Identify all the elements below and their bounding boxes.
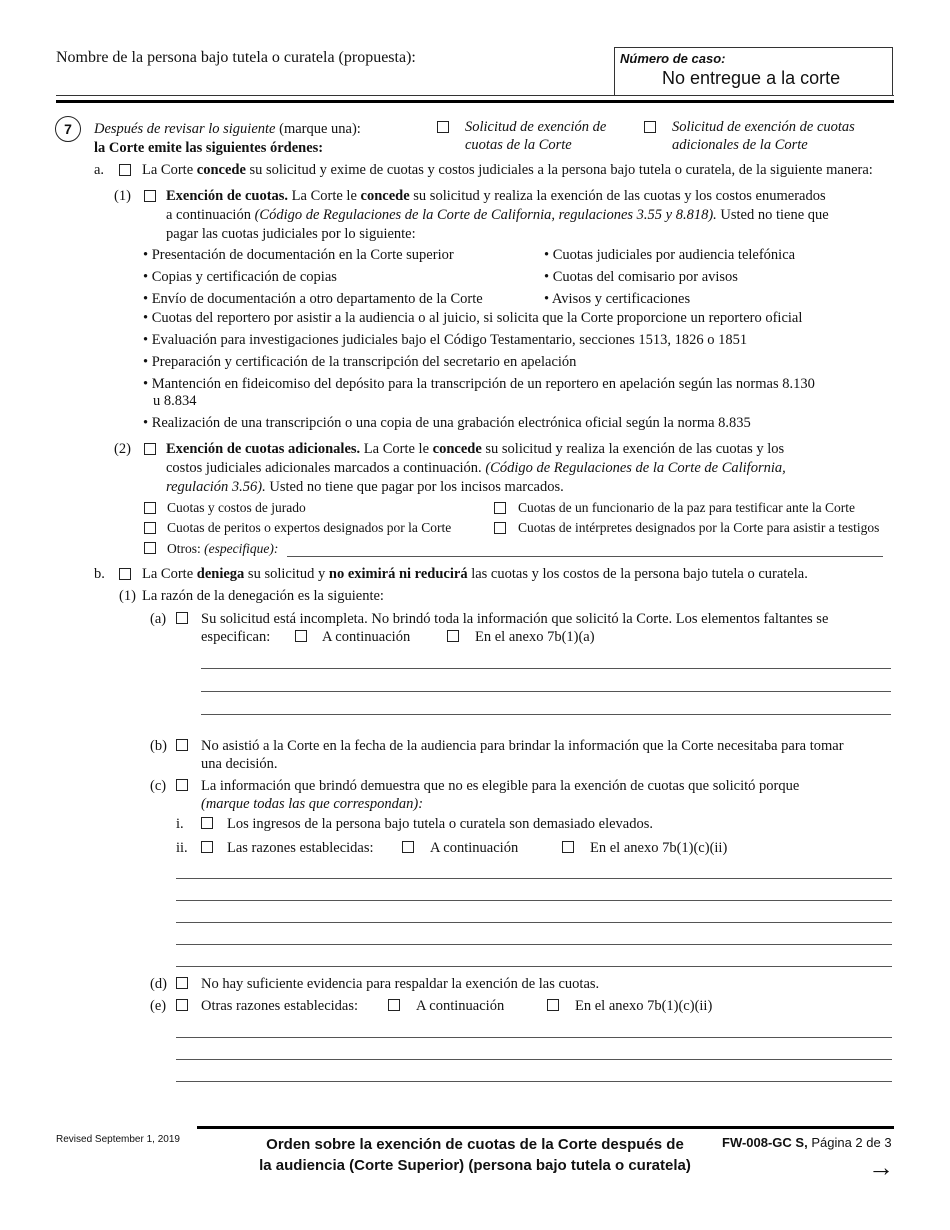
form-title: [240, 1134, 710, 1176]
bullet-left: • Presentación de documentación en la Corte superior: [143, 247, 454, 263]
bullet-full-cont: u 8.834: [153, 393, 197, 409]
interpreters-label: Cuotas de intérpretes designados por la Corte para asistir a testigos: [518, 520, 880, 535]
fee-waiver-checkbox[interactable]: [144, 190, 156, 202]
a1-t2: concede: [360, 188, 410, 204]
bullet-left: • Copias y certificación de copias: [143, 269, 337, 285]
re-answer-line[interactable]: [176, 1059, 892, 1060]
section-a-text: [142, 161, 873, 179]
item7-intro: [94, 120, 361, 138]
name-label: Nombre de la persona bajo tutela o curatela (propuesta):: [56, 49, 416, 66]
form-id: [722, 1134, 892, 1152]
ra-attachment-label: En el anexo 7b(1)(a): [475, 629, 595, 645]
a1-l2-tail: Usted no tiene que: [716, 207, 829, 223]
bullet-left: • Envío de documentación a otro departamento de la Corte: [143, 291, 483, 307]
grant-checkbox[interactable]: [119, 164, 131, 176]
a1-t3: su solicitud y realiza la exención de las cuotas y los costos enumerados: [409, 188, 826, 204]
incomplete-checkbox[interactable]: [176, 612, 188, 624]
bullet-full: • Mantención en fideicomiso del depósito para la transcripción de un reportero en apelación según las normas 8.130: [143, 376, 815, 392]
income-high-checkbox[interactable]: [201, 817, 213, 829]
other-fees-label: [167, 540, 278, 558]
a2-t2: concede: [432, 441, 482, 457]
a1-line2: [166, 206, 829, 224]
ra-answer-line[interactable]: [201, 714, 891, 715]
rc-attachment-label: En el anexo 7b(1)(c)(ii): [590, 840, 728, 856]
experts-checkbox[interactable]: [144, 522, 156, 534]
a1-l2-italic: (Código de Regulaciones de la Corte de California, regulaciones 3.55 y 8.818).: [254, 207, 717, 223]
a2-title: Exención de cuotas adicionales.: [166, 441, 361, 457]
item7-intro-italic: Después de revisar lo siguiente: [94, 121, 276, 137]
re-answer-line[interactable]: [176, 1081, 892, 1082]
rc-answer-line[interactable]: [176, 878, 892, 879]
section-a-t1: La Corte: [142, 162, 197, 178]
ra-attachment-checkbox[interactable]: [447, 630, 459, 642]
item7-orders: la Corte emite las siguientes órdenes:: [94, 140, 324, 156]
peace-officer-label: Cuotas de un funcionario de la paz para testificar ante la Corte: [518, 500, 855, 515]
b1-num: (1): [119, 588, 136, 604]
form-id-code: FW-008-GC S,: [722, 1135, 808, 1150]
a2-line2: [166, 459, 786, 477]
request-fee-waiver-checkbox[interactable]: [437, 121, 449, 133]
re-below-checkbox[interactable]: [388, 999, 400, 1011]
reasons-checkbox[interactable]: [201, 841, 213, 853]
revised-date: Revised September 1, 2019: [56, 1134, 180, 1145]
rc-line1: La información que brindó demuestra que no es elegible para la exención de cuotas que solicitó porque: [201, 778, 800, 794]
additional-waiver-checkbox[interactable]: [144, 443, 156, 455]
interpreters-checkbox[interactable]: [494, 522, 506, 534]
a2-num: (2): [114, 441, 131, 457]
item7-intro-plain: (marque una):: [275, 121, 361, 137]
rc-line2: (marque todas las que correspondan):: [201, 796, 424, 812]
rc-label: (c): [150, 778, 167, 794]
form-title-line2: la audiencia (Corte Superior) (persona bajo tutela o curatela): [259, 1157, 691, 1174]
rb-label: (b): [150, 738, 167, 754]
rc-i-text: Los ingresos de la persona bajo tutela o curatela son demasiado elevados.: [227, 816, 654, 832]
section-b-letter: b.: [94, 566, 105, 582]
ra-line2: especifican:: [201, 629, 271, 645]
a2-line1: [166, 440, 784, 458]
section-a-t3: su solicitud y exime de cuotas y costos judiciales a la persona bajo tutela o curatela, de la siguiente manera:: [245, 162, 873, 178]
peace-officer-checkbox[interactable]: [494, 502, 506, 514]
ra-below-label: A continuación: [322, 629, 411, 645]
other-reasons-checkbox[interactable]: [176, 999, 188, 1011]
section-a-t2: concede: [196, 162, 246, 178]
a2-l3-italic: regulación 3.56).: [166, 479, 266, 495]
other-specify-input[interactable]: [287, 556, 883, 557]
other-italic: (especifique):: [204, 541, 279, 556]
a1-title: Exención de cuotas.: [166, 188, 289, 204]
re-below-label: A continuación: [416, 998, 505, 1014]
insufficient-evidence-checkbox[interactable]: [176, 977, 188, 989]
section-b-t5: las cuotas y los costos de la persona bajo tutela o curatela.: [467, 566, 808, 582]
re-attachment-checkbox[interactable]: [547, 999, 559, 1011]
a2-l2-italic: (Código de Regulaciones de la Corte de California,: [485, 460, 786, 476]
request-additional-waiver-l2: adicionales de la Corte: [672, 137, 808, 153]
other-fees-checkbox[interactable]: [144, 542, 156, 554]
a2-l2-plain: costos judiciales adicionales marcados a continuación.: [166, 460, 486, 476]
b1-text: La razón de la denegación es la siguiente:: [142, 588, 384, 604]
a1-l2-plain: a continuación: [166, 207, 255, 223]
rb-line2: una decisión.: [201, 756, 278, 772]
section-b-t1: La Corte: [142, 566, 197, 582]
section-b-text: [142, 565, 808, 583]
rc-answer-line[interactable]: [176, 966, 892, 967]
ra-below-checkbox[interactable]: [295, 630, 307, 642]
rd-text: No hay suficiente evidencia para respaldar la exención de las cuotas.: [201, 976, 600, 992]
request-additional-waiver-checkbox[interactable]: [644, 121, 656, 133]
not-attend-checkbox[interactable]: [176, 739, 188, 751]
a2-l3-plain: Usted no tiene que pagar por los incisos marcados.: [265, 479, 564, 495]
ra-answer-line[interactable]: [201, 691, 891, 692]
rc-answer-line[interactable]: [176, 922, 892, 923]
re-text: Otras razones establecidas:: [201, 998, 359, 1014]
rc-answer-line[interactable]: [176, 944, 892, 945]
bullet-full: • Evaluación para investigaciones judiciales bajo el Código Testamentario, secciones 1513, 1826 o 1851: [143, 332, 748, 348]
other-plain: Otros:: [167, 541, 205, 556]
a1-line1: [166, 187, 826, 205]
bullet-full: • Cuotas del reportero por asistir a la audiencia o al juicio, si solicita que la Corte proporcione un reportero oficial: [143, 310, 803, 326]
request-fee-waiver-l1: Solicitud de exención de: [465, 119, 607, 135]
request-additional-waiver-l1: Solicitud de exención de cuotas: [672, 119, 855, 135]
rc-ii-text: Las razones establecidas:: [227, 840, 374, 856]
a2-t1: La Corte le: [360, 441, 433, 457]
ra-line1: Su solicitud está incompleta. No brindó toda la información que solicitó la Corte. Los elementos faltantes se: [201, 611, 829, 627]
next-page-arrow-icon: →: [868, 1152, 894, 1182]
header-rule-thick: [56, 100, 894, 103]
a2-t3: su solicitud y realiza la exención de las cuotas y los: [481, 441, 785, 457]
jury-fees-checkbox[interactable]: [144, 502, 156, 514]
rb-line1: No asistió a la Corte en la fecha de la audiencia para brindar la información que la Corte necesitaba para tomar: [201, 738, 844, 754]
jury-fees-label: Cuotas y costos de jurado: [167, 500, 306, 515]
bullet-right: • Avisos y certificaciones: [544, 291, 691, 307]
rc-attachment-checkbox[interactable]: [562, 841, 574, 853]
a2-line3: [166, 478, 564, 496]
ra-label: (a): [150, 611, 167, 627]
rc-ii-label: ii.: [176, 840, 188, 856]
re-label: (e): [150, 998, 167, 1014]
not-eligible-checkbox[interactable]: [176, 779, 188, 791]
bullet-full: • Realización de una transcripción o una copia de una grabación electrónica oficial según la norma 8.835: [143, 415, 751, 431]
bullet-right: • Cuotas del comisario por avisos: [544, 269, 738, 285]
re-attachment-label: En el anexo 7b(1)(c)(ii): [575, 998, 713, 1014]
section-b-t2: deniega: [196, 566, 245, 582]
case-number-label: Número de caso:: [620, 51, 726, 66]
case-number-value: No entregue a la corte: [662, 68, 841, 88]
ra-answer-line[interactable]: [201, 668, 891, 669]
rc-below-label: A continuación: [430, 840, 519, 856]
re-answer-line[interactable]: [176, 1037, 892, 1038]
header-rule-thin: [56, 95, 894, 96]
item-number: 7: [64, 121, 72, 137]
page-number: Página 2 de 3: [807, 1135, 892, 1150]
section-b-t4: no eximirá ni reducirá: [328, 566, 468, 582]
deny-checkbox[interactable]: [119, 568, 131, 580]
rc-answer-line[interactable]: [176, 900, 892, 901]
bullet-right: • Cuotas judiciales por audiencia telefónica: [544, 247, 796, 263]
section-a-letter: a.: [94, 162, 105, 178]
form-title-line1: Orden sobre la exención de cuotas de la Corte después de: [266, 1136, 684, 1153]
a1-line3: pagar las cuotas judiciales por lo siguiente:: [166, 226, 416, 242]
experts-label: Cuotas de peritos o expertos designados por la Corte: [167, 520, 452, 535]
footer-rule: [197, 1126, 894, 1129]
rc-i-label: i.: [176, 816, 184, 832]
request-fee-waiver-l2: cuotas de la Corte: [465, 137, 572, 153]
rd-label: (d): [150, 976, 167, 992]
a1-num: (1): [114, 188, 131, 204]
bullet-full: • Preparación y certificación de la transcripción del secretario en apelación: [143, 354, 577, 370]
section-b-t3: su solicitud y: [244, 566, 329, 582]
rc-below-checkbox[interactable]: [402, 841, 414, 853]
item-number-circle: [55, 116, 81, 142]
a1-t1: La Corte le: [288, 188, 361, 204]
